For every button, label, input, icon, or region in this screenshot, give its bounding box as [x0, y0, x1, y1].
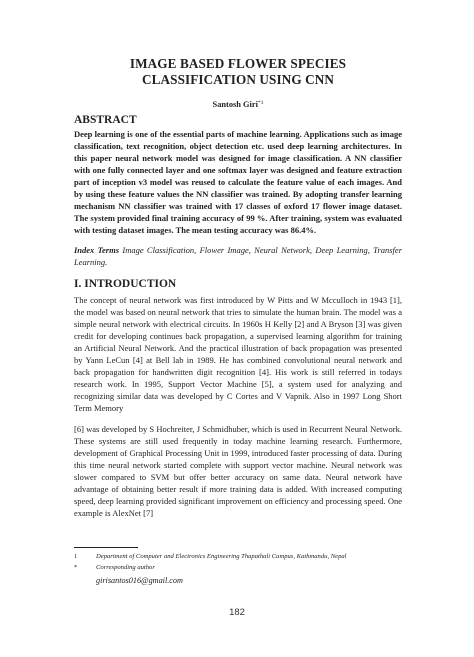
author-line — [74, 98, 402, 110]
index-terms — [74, 244, 402, 269]
introduction-paragraph-1: The concept of neural network was first introduced by W Pitts and W Mcculloch in 1943 [1], the model was based on neural network that tries to simulate the human brain. The model was a simple neural network with electrical circuits. In 1960s H Kelly [2] and A Bryson [3] was given credit for developing continues back propagation, a supervised learning algorithm for training an Artificial Neural Network. And the practical illustration of back propagation was presented by Yann LeCun [4] at Bell lab in 1989. He has combined convolutional neural network and back propagation for handwritten digit recognition [4]. His work is still referred in todays research work. In 1995, Support Vector Machine [5], a system used for analyzing and recognizing similar data was developed by C Cortes and V Vapnik. Also in 1997 Long Short Term Memory — [74, 294, 402, 414]
title-line-1: IMAGE BASED FLOWER SPECIES — [129, 56, 347, 71]
paper-title — [74, 56, 402, 88]
footnote-mark-1: 1 — [74, 553, 78, 560]
abstract-text: Deep learning is one of the essential parts of machine learning. Applications such as image classification, text recognition, object detection etc. used deep learning architectures. In this paper neural network model was designed for image classification. A NN classifier with one fully connected layer and one softmax layer was designed and feature extraction part of inception v3 model was reused to calculate the feature value of each images. And by using these feature values the NN classifier was trained. By adopting transfer learning mechanism NN classifier was trained with 17 classes of oxford 17 flower image dataset. The system provided final training accuracy of 99 %. After training, system was evaluated with testing dataset images. The mean testing accuracy was 86.4%. — [74, 129, 402, 235]
footnotes — [74, 552, 404, 587]
footnote-mark-2: * — [74, 563, 78, 571]
page-number: 182 — [229, 607, 245, 618]
author-name: Santosh Giri — [212, 100, 258, 109]
footnote-corresponding — [74, 563, 404, 574]
introduction-heading: I. INTRODUCTION — [74, 277, 177, 290]
footnote-affiliation — [74, 552, 404, 563]
footnote-rule — [74, 547, 138, 548]
title-line-2: CLASSIFICATION USING CNN — [142, 72, 334, 87]
author-marks: *1 — [257, 100, 264, 106]
index-terms-label: Index Terms — [74, 245, 120, 255]
footnote-corresponding-text: Corresponding author — [96, 563, 155, 571]
introduction-paragraph-2: [6] was developed by S Hochreiter, J Schmidhuber, which is used in Recurrent Neural Network. These systems are still used frequently in today machine learning research. Furthermore, development of Graphical Processing Unit in 1999, introduced faster processing of data. During this time neural network started complete with support vector machine. Neural network was slower compared to SVM but offer better accuracy on same data. Neural network have advantage of obtaining better result if more training data is added. With increased computing speed, deep learning provided significant improvement on efficiency and processing speed. One example is AlexNet [7] — [74, 423, 402, 519]
footnote-affiliation-text: Department of Computer and Electronics Engineering Thapathali Campus, Kathmandu, Nepal — [96, 553, 347, 560]
index-terms-text: Image Classification, Flower Image, Neural Network, Deep Learning, Transfer Learning. — [74, 245, 402, 268]
author-email: girisantos016@gmail.com — [96, 576, 183, 585]
paper-body — [74, 56, 402, 519]
abstract-heading: ABSTRACT — [74, 114, 137, 126]
